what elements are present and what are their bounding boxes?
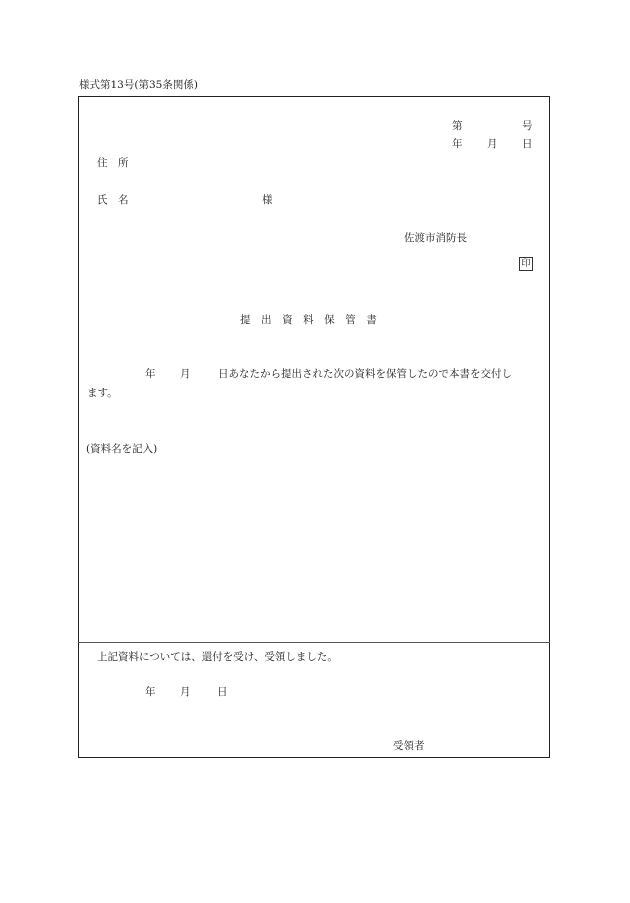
receiver-label: 受領者 (393, 740, 425, 752)
honorific: 様 (262, 194, 273, 206)
name-label: 氏 名 (97, 194, 129, 206)
form-number: 様式第13号(第35条関係) (79, 79, 198, 91)
body-year: 年 (145, 368, 156, 380)
document-title: 提 出 資 料 保 管 書 (240, 314, 381, 326)
body-text-line2: ます。 (87, 387, 118, 399)
doc-number-prefix: 第 (452, 120, 463, 132)
receipt-statement: 上記資料については、還付を受け、受領しました。 (97, 651, 338, 663)
header-date-month: 月 (487, 138, 498, 150)
header-date-year: 年 (452, 138, 463, 150)
issuer-seal (519, 257, 533, 271)
section-divider (78, 642, 550, 643)
receipt-date-day: 日 (217, 686, 228, 698)
receipt-date-month: 月 (180, 686, 191, 698)
body-text-line1: 日あなたから提出された次の資料を保管したので本書を交付し (218, 368, 512, 380)
issuer-title: 佐渡市消防長 (404, 232, 467, 244)
body-month: 月 (180, 368, 191, 380)
materials-label: (資料名を記入) (86, 443, 158, 455)
address-label: 住 所 (97, 157, 129, 169)
receipt-date-year: 年 (145, 686, 156, 698)
header-date-day: 日 (522, 138, 533, 150)
seal-mark: 印 (519, 257, 533, 271)
doc-number-suffix: 号 (522, 120, 533, 132)
